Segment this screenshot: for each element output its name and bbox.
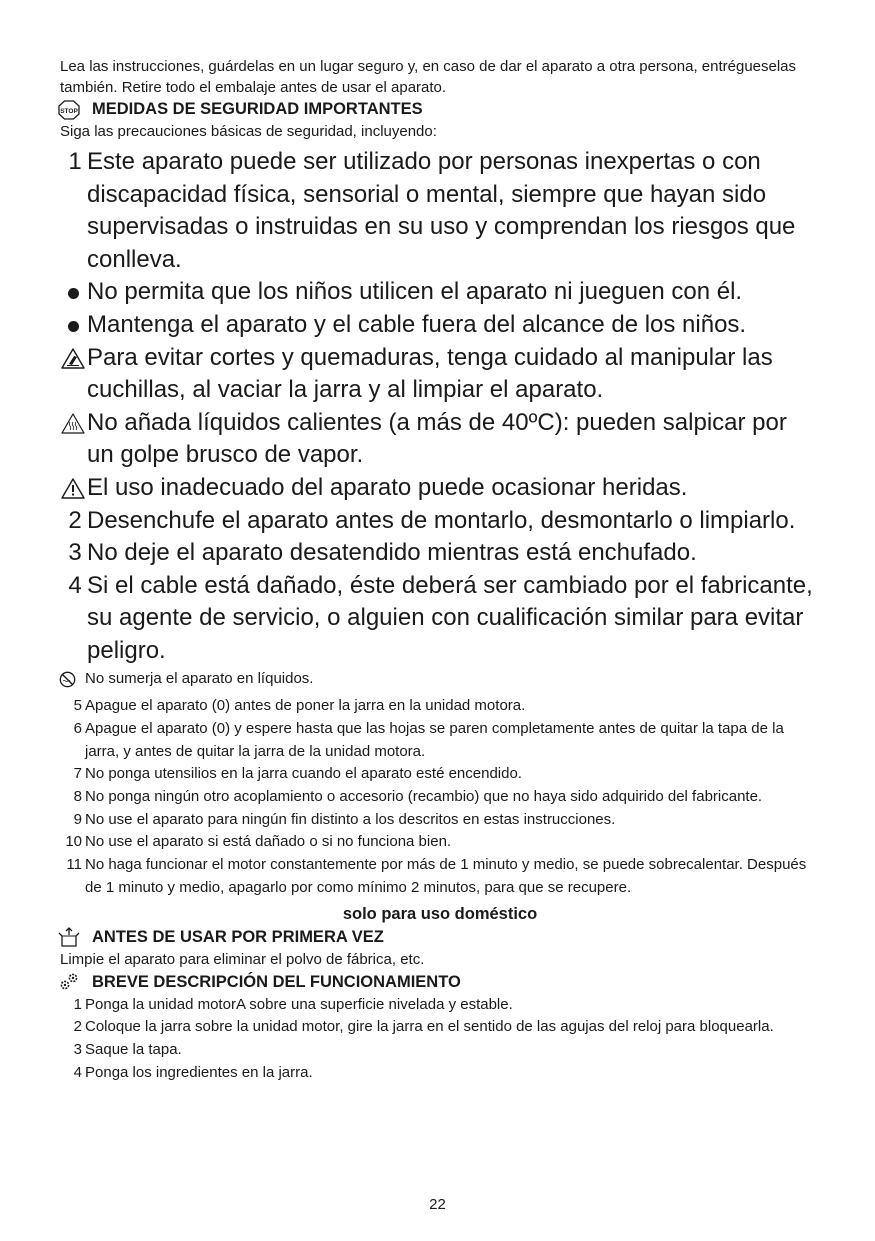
item-number: 7	[73, 765, 82, 783]
item-text: Para evitar cortes y quemaduras, tenga cuidado al manipular las cuchillas, al vaciar la jarra y al limpiar el aparato.	[87, 343, 773, 404]
item-text: El uso inadecuado del aparato puede ocasionar heridas.	[87, 473, 688, 501]
list-item	[60, 809, 820, 832]
item-text: No permita que los niños utilicen el aparato ni jueguen con él.	[87, 278, 743, 306]
first-use-text: Limpie el aparato para eliminar el polvo de fábrica, etc.	[60, 950, 425, 968]
item-text: Si el cable está dañado, éste deberá ser cambiado por el fabricante, su agente de servicio, o alguien con cualificación similar para evitar peligro.	[87, 571, 813, 664]
intro-paragraph: Lea las instrucciones, guárdelas en un lugar seguro y, en caso de dar el aparato a otra persona, entrégueselas también. Retire todo el embalaje antes de usar el aparato.	[60, 58, 797, 96]
list-item	[60, 309, 820, 342]
no-immerse-icon	[59, 671, 76, 688]
item-text: Ponga los ingredientes en la jarra.	[85, 1063, 313, 1081]
item-number: 4	[73, 1063, 82, 1081]
item-text: No haga funcionar el motor constantemente por más de 1 minuto y medio, se puede sobrecalentar. Después de 1 minuto y medio, apagarlo por como mínimo 2 minutos, para que se recupere.	[85, 856, 807, 896]
list-item	[60, 1016, 820, 1039]
item-text: Saque la tapa.	[85, 1040, 182, 1058]
stop-icon	[58, 100, 80, 120]
list-item	[60, 718, 820, 763]
list-item	[60, 472, 820, 505]
item-text: Apague el aparato (0) antes de poner la jarra en la unidad motora.	[85, 697, 526, 715]
big-safety-list	[60, 146, 820, 668]
list-item	[60, 831, 820, 854]
item-text: No deje el aparato desatendido mientras está enchufado.	[87, 539, 697, 567]
list-item	[60, 146, 820, 276]
item-number: 4	[68, 571, 82, 599]
item-text: No use el aparato para ningún fin distinto a los descritos en estas instrucciones.	[85, 810, 616, 828]
small-safety-list	[60, 668, 820, 900]
list-item	[60, 1062, 820, 1085]
bullet-icon	[68, 288, 79, 299]
item-number: 3	[68, 539, 82, 567]
item-text: Apague el aparato (0) y espere hasta que las hojas se paren completamente antes de quitar la tapa de la jarra, y antes de quitar la jarra de la unidad motora.	[85, 719, 784, 760]
item-number: 8	[73, 788, 82, 806]
item-text: Ponga la unidad motorA sobre una superficie nivelada y estable.	[85, 995, 513, 1013]
list-item	[60, 407, 820, 472]
item-text: Mantenga el aparato y el cable fuera del alcance de los niños.	[87, 310, 747, 338]
list-item	[60, 505, 820, 538]
item-number: 3	[73, 1040, 82, 1058]
safety-heading	[60, 98, 820, 121]
item-number: 1	[68, 148, 82, 175]
hot-liquid-warning-icon	[61, 413, 85, 434]
item-text: Desenchufe el aparato antes de montarlo, desmontarlo o limpiarlo.	[87, 506, 796, 534]
item-text: No sumerja el aparato en líquidos.	[85, 669, 314, 687]
first-use-heading-text: ANTES DE USAR POR PRIMERA VEZ	[92, 927, 384, 946]
list-item	[60, 570, 820, 668]
item-number: 5	[73, 697, 82, 715]
list-item	[60, 763, 820, 786]
safety-heading-text: MEDIDAS DE SEGURIDAD IMPORTANTES	[92, 100, 423, 118]
list-item	[60, 668, 820, 696]
item-text: Coloque la jarra sobre la unidad motor, gire la jarra en el sentido de las agujas del reloj para bloquearla.	[85, 1018, 774, 1036]
item-number: 9	[73, 810, 82, 828]
item-number: 6	[73, 719, 82, 737]
general-warning-icon	[61, 478, 85, 499]
operation-heading	[60, 971, 820, 994]
item-text: No ponga utensilios en la jarra cuando el aparato esté encendido.	[85, 765, 522, 783]
item-text: Este aparato puede ser utilizado por personas inexpertas o con discapacidad física, sensorial o mental, siempre que hayan sido supervisadas o instruidas en su uso y comprendan los riesgos que conlleva.	[87, 148, 796, 273]
item-number: 2	[73, 1018, 82, 1036]
first-use-heading	[60, 926, 820, 949]
unbox-icon	[58, 927, 80, 947]
list-item	[60, 342, 820, 407]
item-text: No ponga ningún otro acoplamiento o accesorio (recambio) que no haya sido adquirido del fabricante.	[85, 788, 763, 806]
item-number: 1	[73, 995, 82, 1013]
list-item	[60, 695, 820, 718]
list-item	[60, 994, 820, 1017]
operation-list	[60, 994, 820, 1085]
svg-text:STOP: STOP	[60, 107, 78, 115]
manual-page	[60, 56, 820, 1084]
list-item	[60, 1039, 820, 1062]
gears-icon	[58, 972, 80, 992]
list-item	[60, 537, 820, 570]
list-item	[60, 786, 820, 809]
list-item	[60, 854, 820, 899]
list-item	[60, 276, 820, 309]
page-number: 22	[429, 1196, 446, 1213]
operation-heading-text: BREVE DESCRIPCIÓN DEL FUNCIONAMIENTO	[92, 972, 461, 991]
item-number: 11	[66, 856, 82, 874]
item-number: 2	[68, 506, 82, 534]
item-number: 10	[65, 833, 82, 851]
bullet-icon	[68, 321, 79, 332]
safety-subheading: Siga las precauciones básicas de seguridad, incluyendo:	[60, 123, 437, 140]
item-text: No añada líquidos calientes (a más de 40ºC): pueden salpicar por un golpe brusco de vapor.	[87, 408, 787, 469]
blade-warning-icon	[61, 348, 85, 369]
household-note: solo para uso doméstico	[342, 904, 538, 923]
item-text: No use el aparato si está dañado o si no funciona bien.	[85, 833, 452, 851]
